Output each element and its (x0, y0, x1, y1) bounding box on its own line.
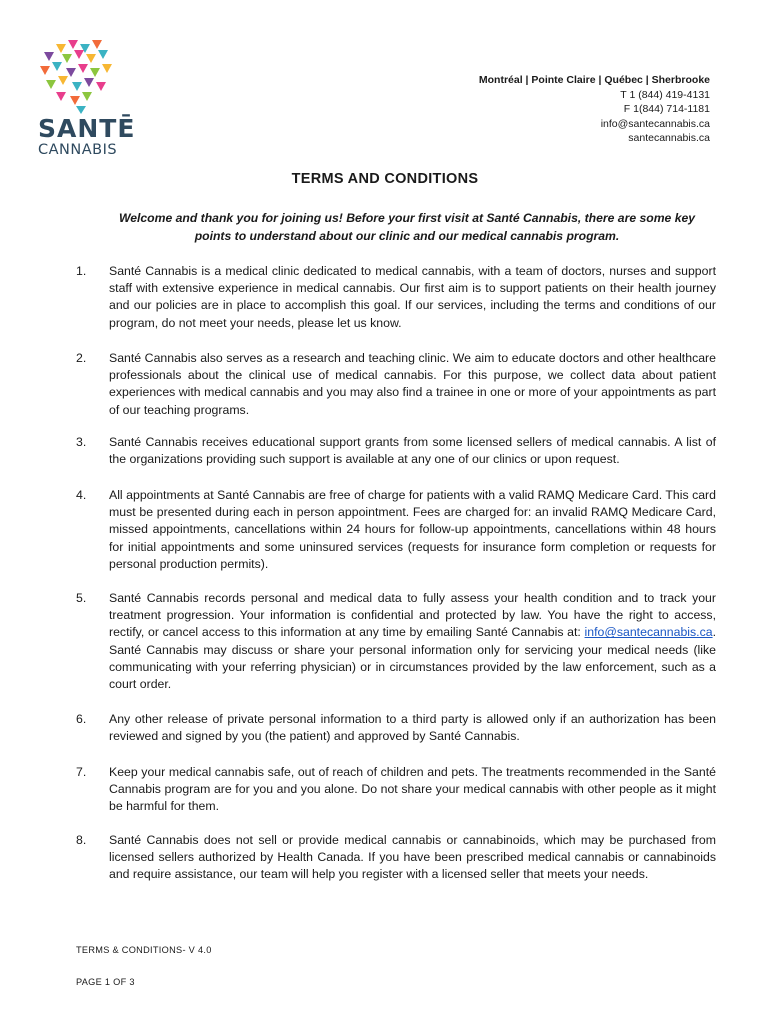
term-text: Santé Cannabis also serves as a research and teaching clinic. We aim to educate doctors and other healthcare professionals about the clinical use of medical cannabis. For this purpose, we collect data about patient experiences with medical cannabis and you may also find a trainee in one or more of your appointments as part of our teaching programs. (109, 351, 716, 417)
term-item-4 (76, 487, 716, 573)
term-text (109, 590, 716, 693)
term-item-8 (76, 832, 716, 884)
logo-wordmark: SANTĒ (38, 114, 136, 143)
term-number: 6. (76, 712, 87, 726)
welcome-intro: Welcome and thank you for joining us! Before your first visit at Santé Cannabis, there are some key points to understand about our clinic and our medical cannabis program. (118, 211, 696, 243)
term-number: 8. (76, 833, 87, 847)
term-text: All appointments at Santé Cannabis are free of charge for patients with a valid RAMQ Medicare Card. This card must be presented during each in person appointment. Fees are charged for: an invalid RAMQ Medicare Card, missed appointments, cancellations within 24 hours for follow-up appointments, cancellations within 48 hours for initial appointments and some uninsured services (requests for insurance form completion or requests for personal production permits). (109, 488, 716, 571)
clinic-locations: Montréal | Pointe Claire | Québec | Sherbrooke (478, 74, 710, 86)
fax-number: F 1(844) 714-1181 (623, 103, 710, 116)
contact-email: info@santecannabis.ca (600, 117, 710, 130)
phone-number: T 1 (844) 419-4131 (620, 88, 710, 101)
term-item-3 (76, 434, 716, 468)
term-number: 3. (76, 435, 87, 449)
term-number: 5. (76, 591, 87, 605)
term-text: Santé Cannabis does not sell or provide medical cannabis or cannabinoids, which may be purchased from licensed sellers authorized by Health Canada. If you have been prescribed medical cannabis or cannabinoids and require assistance, our team will help you register with a licensed seller that meets your needs. (109, 833, 716, 882)
term-text: Santé Cannabis is a medical clinic dedicated to medical cannabis, with a team of doctors, nurses and support staff with extensive experience in medical cannabis. Our first aim is to support patients on their health journey and our policies are in place to accomplish this goal. If our services, including the terms and conditions of our program, do not meet your needs, please let us know. (109, 264, 716, 330)
term-item-5 (76, 590, 716, 693)
term-item-2 (76, 350, 716, 419)
term-item-1 (76, 263, 716, 332)
term-number: 1. (76, 264, 87, 278)
logo-subtitle: CANNABIS (38, 142, 118, 158)
email-link[interactable]: info@santecannabis.ca (584, 625, 713, 640)
term-number: 4. (76, 488, 87, 502)
term-number: 2. (76, 351, 87, 365)
term-text: Keep your medical cannabis safe, out of reach of children and pets. The treatments recommended in the Santé Cannabis program are for you and you alone. Do not share your medical cannabis with other people as it might be harmful for them. (109, 765, 716, 814)
term-text-part: . Santé Cannabis may discuss or share your personal information only for servicing your medical needs (like communicating with your referring physician) or in circumstances provided by the law enforcement, such as a court order. (109, 625, 716, 692)
page-number: PAGE 1 OF 3 (76, 977, 135, 987)
term-text: Any other release of private personal information to a third party is allowed only if an authorization has been reviewed and signed by you (the patient) and approved by Santé Cannabis. (109, 712, 716, 744)
term-text-part: Santé Cannabis records personal and medical data to fully assess your health condition and to track your treatment progression. Your information is confidential and protected by law. You have the right to access, rectify, or cancel access to this information at any time by emailing Santé Cannabis at: (109, 591, 716, 640)
page-title: TERMS AND CONDITIONS (291, 171, 479, 187)
term-text: Santé Cannabis receives educational support grants from some licensed sellers of medical cannabis. A list of the organizations providing such support is available at any one of our clinics or upon request. (109, 435, 716, 467)
term-item-6 (76, 711, 716, 745)
term-item-7 (76, 764, 716, 816)
term-number: 7. (76, 765, 87, 779)
website: santecannabis.ca (628, 132, 710, 145)
document-version: TERMS & CONDITIONS- V 4.0 (76, 945, 212, 955)
